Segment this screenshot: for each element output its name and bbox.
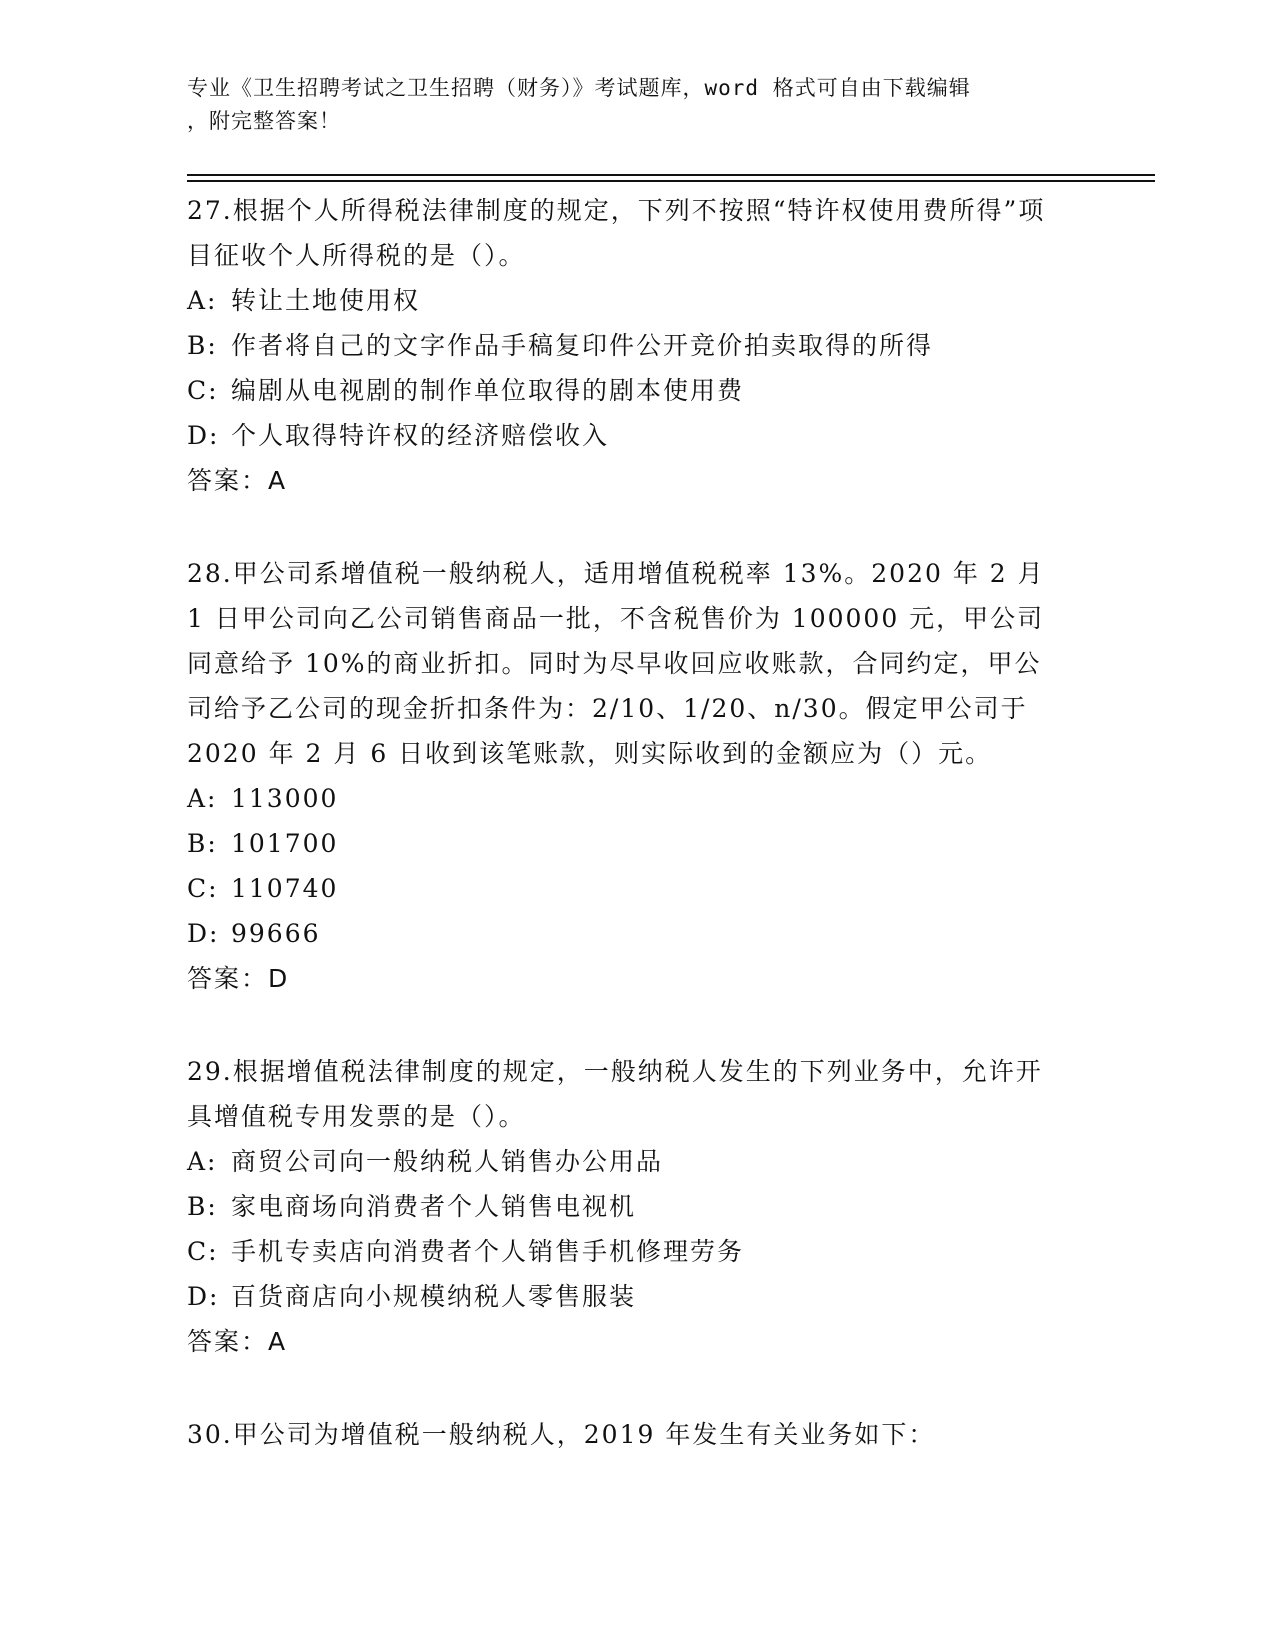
option-letter: A: bbox=[187, 1147, 218, 1176]
option-letter: A: bbox=[187, 784, 218, 813]
answer-line: 答案：A bbox=[187, 466, 288, 495]
option-text: 编剧从电视剧的制作单位取得的剧本使用费 bbox=[231, 376, 745, 405]
option-text: 家电商场向消费者个人销售电视机 bbox=[231, 1192, 637, 1221]
header-line-2: ，附完整答案！ bbox=[187, 109, 341, 133]
option-text: 百货商店向小规模纳税人零售服装 bbox=[231, 1282, 637, 1311]
option-c bbox=[187, 368, 1087, 413]
question-list bbox=[187, 188, 1087, 1457]
option-letter: C: bbox=[187, 376, 219, 405]
header-line-1: 专业《卫生招聘考试之卫生招聘（财务）》考试题库，word 格式可自由下载编辑 bbox=[187, 76, 971, 100]
option-letter: A: bbox=[187, 286, 218, 315]
question-28 bbox=[187, 551, 1087, 1001]
option-text: 手机专卖店向消费者个人销售手机修理劳务 bbox=[231, 1237, 745, 1266]
option-letter: B: bbox=[187, 331, 218, 360]
option-letter: B: bbox=[187, 829, 218, 858]
option-text: 作者将自己的文字作品手稿复印件公开竞价拍卖取得的所得 bbox=[231, 331, 934, 360]
option-text: 110740 bbox=[231, 874, 339, 903]
option-d bbox=[187, 911, 1087, 956]
answer-line: 答案：A bbox=[187, 1327, 288, 1356]
header-divider-bottom bbox=[187, 180, 1155, 182]
option-d bbox=[187, 1274, 1087, 1319]
question-30 bbox=[187, 1412, 1087, 1457]
option-letter: B: bbox=[187, 1192, 218, 1221]
option-c bbox=[187, 866, 1087, 911]
question-27 bbox=[187, 188, 1087, 503]
option-text: 转让土地使用权 bbox=[231, 286, 421, 315]
question-text: 28.甲公司系增值税一般纳税人，适用增值税税率 13%。2020 年 2 月 1 日甲公司向乙公司销售商品一批，不含税售价为 100000 元，甲公司同意给予 10%的商业折扣。同时为尽早收回应收账款，合同约定，甲公司给予乙公司的现金折扣条件为：2/10、1/20、n/30。假定甲公司于 2020 年 2 月 6 日收到该笔账款，则实际收到的金额应为（）元。 bbox=[187, 559, 1045, 768]
option-letter: C: bbox=[187, 1237, 219, 1266]
option-b bbox=[187, 323, 1087, 368]
question-29 bbox=[187, 1049, 1087, 1364]
option-c bbox=[187, 1229, 1087, 1274]
option-text: 99666 bbox=[231, 919, 321, 948]
question-text: 30.甲公司为增值税一般纳税人，2019 年发生有关业务如下： bbox=[187, 1420, 936, 1449]
question-text: 27.根据个人所得税法律制度的规定，下列不按照“特许权使用费所得”项目征收个人所得税的是（）。 bbox=[187, 196, 1046, 270]
option-letter: D: bbox=[187, 421, 220, 450]
option-text: 113000 bbox=[231, 784, 339, 813]
option-letter: C: bbox=[187, 874, 219, 903]
option-text: 个人取得特许权的经济赔偿收入 bbox=[231, 421, 610, 450]
document-header bbox=[187, 72, 1067, 138]
option-text: 商贸公司向一般纳税人销售办公用品 bbox=[231, 1147, 664, 1176]
option-d bbox=[187, 413, 1087, 458]
option-a bbox=[187, 278, 1087, 323]
option-letter: D: bbox=[187, 919, 220, 948]
question-text: 29.根据增值税法律制度的规定，一般纳税人发生的下列业务中，允许开具增值税专用发票的是（）。 bbox=[187, 1057, 1043, 1131]
option-text: 101700 bbox=[231, 829, 339, 858]
option-letter: D: bbox=[187, 1282, 220, 1311]
option-b bbox=[187, 821, 1087, 866]
option-a bbox=[187, 776, 1087, 821]
option-b bbox=[187, 1184, 1087, 1229]
header-divider-top bbox=[187, 174, 1155, 176]
option-a bbox=[187, 1139, 1087, 1184]
answer-line: 答案：D bbox=[187, 964, 290, 993]
